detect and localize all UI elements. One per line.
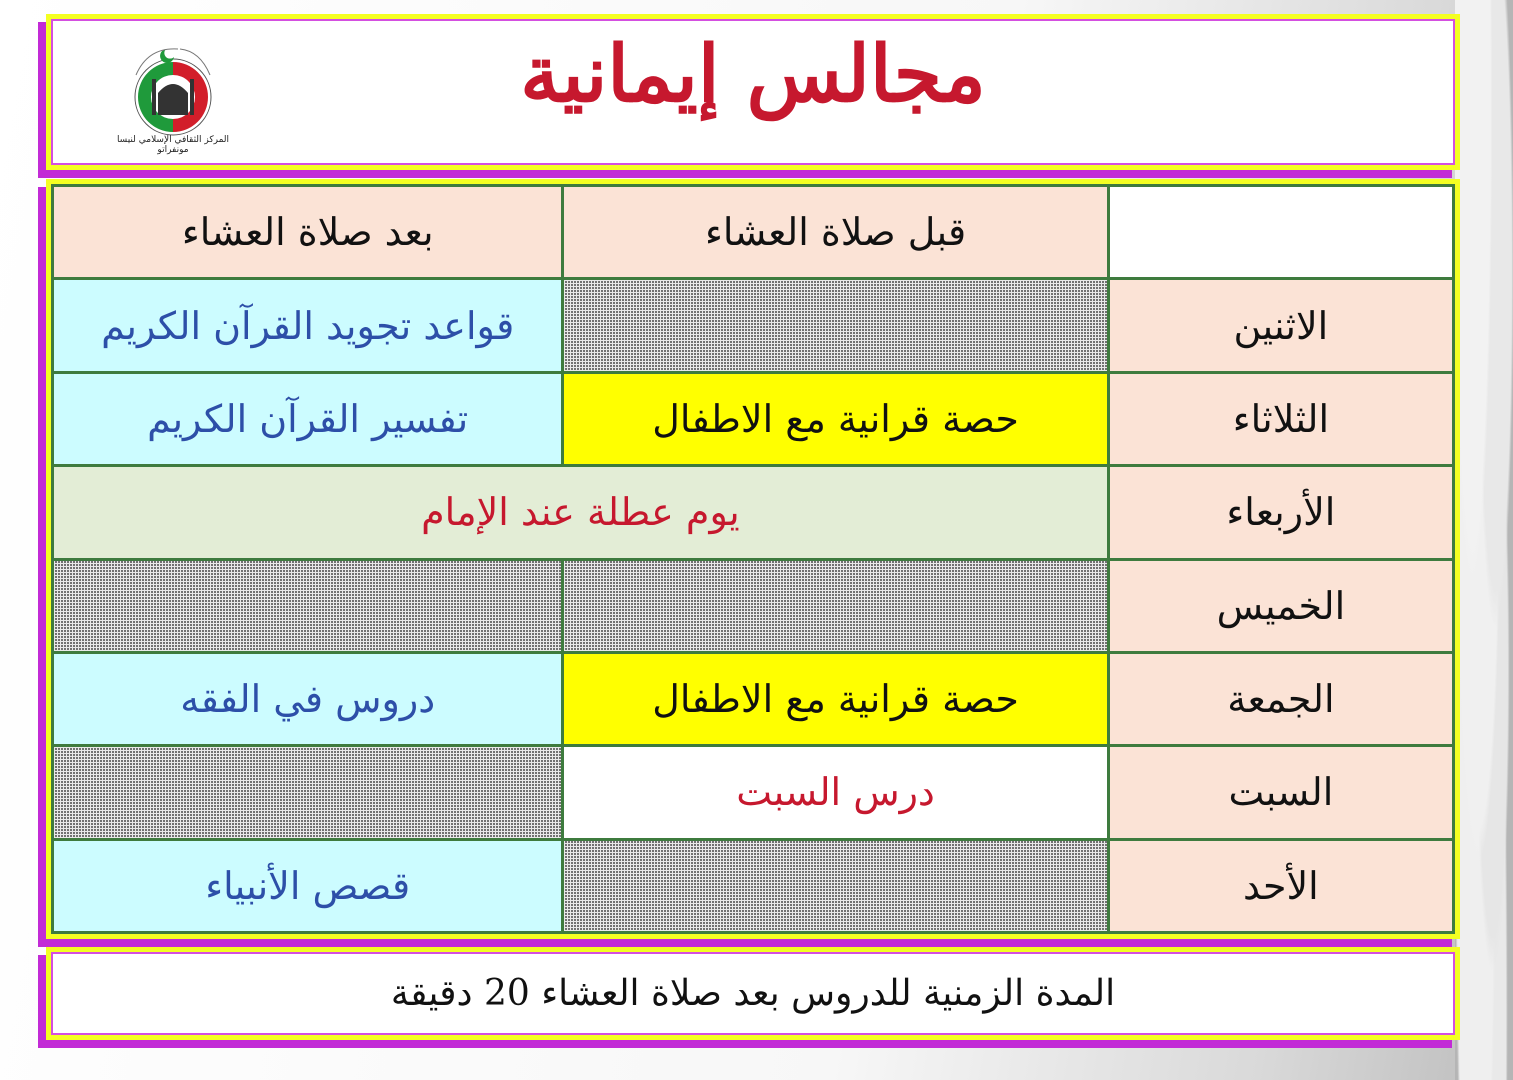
day-cell-wednesday: الأربعاء bbox=[1108, 466, 1453, 559]
table-header-row bbox=[53, 186, 1454, 279]
corner-cell bbox=[1108, 186, 1453, 279]
column-header-after-isha: بعد صلاة العشاء bbox=[53, 186, 563, 279]
page-title: مجالس إيمانية bbox=[520, 29, 986, 120]
lesson-cell: تفسير القرآن الكريم bbox=[53, 372, 563, 465]
table-row bbox=[53, 839, 1454, 932]
table-row bbox=[53, 466, 1454, 559]
day-cell-tuesday: الثلاثاء bbox=[1108, 372, 1453, 465]
empty-slot-cell bbox=[563, 839, 1108, 932]
day-cell-monday: الاثنين bbox=[1108, 279, 1453, 372]
empty-slot-cell bbox=[563, 279, 1108, 372]
holiday-cell: يوم عطلة عند الإمام bbox=[53, 466, 1109, 559]
empty-slot-cell bbox=[53, 746, 563, 839]
column-header-before-isha: قبل صلاة العشاء bbox=[563, 186, 1108, 279]
day-cell-saturday: السبت bbox=[1108, 746, 1453, 839]
saturday-lesson-cell: درس السبت bbox=[563, 746, 1108, 839]
lesson-cell: قصص الأنبياء bbox=[53, 839, 563, 932]
table-row bbox=[53, 372, 1454, 465]
schedule-frame bbox=[46, 179, 1460, 939]
kids-session-cell: حصة قرانية مع الاطفال bbox=[563, 372, 1108, 465]
kids-session-cell: حصة قرانية مع الاطفال bbox=[563, 652, 1108, 745]
day-cell-thursday: الخميس bbox=[1108, 559, 1453, 652]
footer-banner bbox=[46, 947, 1460, 1040]
table-row bbox=[53, 279, 1454, 372]
empty-slot-cell bbox=[53, 559, 563, 652]
lesson-cell: دروس في الفقه bbox=[53, 652, 563, 745]
lesson-cell: قواعد تجويد القرآن الكريم bbox=[53, 279, 563, 372]
table-row bbox=[53, 746, 1454, 839]
background-pattern bbox=[1455, 0, 1513, 1080]
schedule-table bbox=[51, 184, 1455, 934]
table-row bbox=[53, 652, 1454, 745]
header-banner bbox=[46, 14, 1460, 170]
empty-slot-cell bbox=[563, 559, 1108, 652]
duration-note: المدة الزمنية للدروس بعد صلاة العشاء 20 دقيقة bbox=[390, 973, 1116, 1014]
day-cell-sunday: الأحد bbox=[1108, 839, 1453, 932]
logo-caption: المركز الثقافي الإسلامي لنيسا مونفراتو bbox=[116, 135, 230, 155]
table-row bbox=[53, 559, 1454, 652]
day-cell-friday: الجمعة bbox=[1108, 652, 1453, 745]
